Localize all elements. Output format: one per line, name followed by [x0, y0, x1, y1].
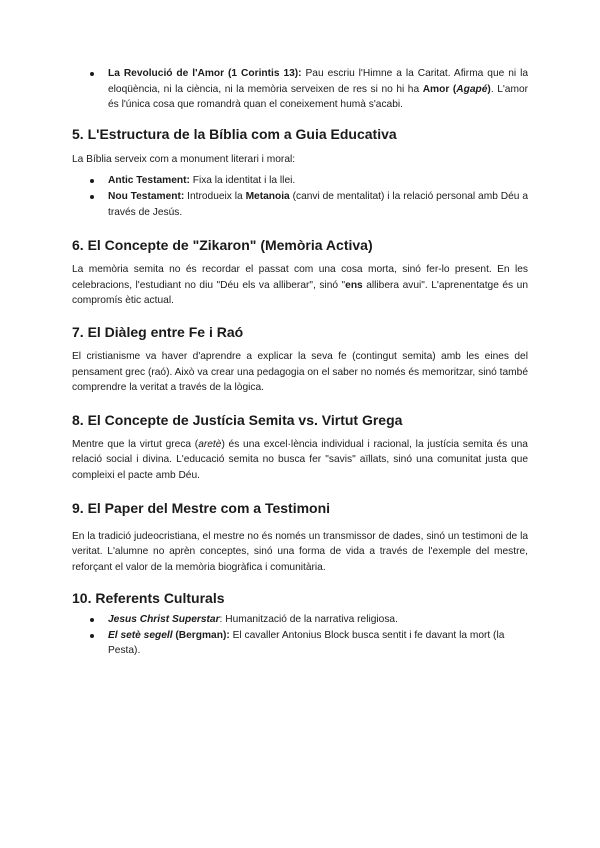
section-7-heading: 7. El Diàleg entre Fe i Raó: [72, 323, 244, 340]
paragraph-text: allibera avui". L'aprenentatge és un compromís ètic actual.: [72, 279, 528, 307]
paragraph-text: La memòria semita no és recordar el passat com una cosa morta, sinó fer-lo present. En les celebracions, l'estudiant no diu "Déu els va alliberar", sinó ": [72, 264, 528, 291]
colon: :: [226, 629, 230, 641]
section-7-paragraph: El cristianisme va haver d'aprendre a explicar la seva fe (contingut semita) amb les eines del pensament grec (raó). Això va crear una pedagogia on el saber no només és memoritzar, sinó també comprendre la veritat a través de la lògica.: [72, 350, 528, 394]
paragraph-text: Mentre que la virtut greca (: [72, 438, 199, 450]
bullet-list-referents: [72, 612, 528, 659]
section-9-heading: 9. El Paper del Mestre com a Testimoni: [72, 499, 331, 516]
item-label: Antic Testament:: [108, 175, 190, 187]
metanoia-term: Metanoia: [245, 190, 290, 202]
item-text: Introdueix la: [184, 190, 246, 202]
section-9-paragraph: En la tradició judeocristiana, el mestre no és només un transmissor de dades, sinó un testimoni de la veritat. L'alumne no aprèn conceptes, sinó una forma de vida a través de l'exemple del mestre, reforçant el valor de la memòria biogràfica i comunitària.: [72, 530, 528, 573]
item-text: : Humanització de la narrativa religiosa.: [219, 614, 398, 626]
ens-term: ens: [345, 279, 363, 291]
list-item-nou: [72, 189, 528, 220]
section-8-heading: 8. El Concepte de Justícia Semita vs. Virtut Grega: [72, 411, 403, 428]
section-5-heading: 5. L'Estructura de la Bíblia com a Guia Educativa: [72, 125, 397, 142]
agape-term: Agapé: [456, 83, 488, 95]
paragraph-text: ) és una excel·lència individual i racional, la justícia semita és una relació social i divina. L'educació semita no busca fer "savis" aïllats, sinó una comunitat justa que compleixi el pacte amb Déu.: [72, 438, 528, 481]
item-label: La Revolució de l'Amor (1 Corintis 13):: [108, 68, 302, 79]
paren: (: [449, 83, 457, 95]
item-label: Nou Testament:: [108, 190, 185, 202]
section-6-paragraph: [72, 262, 528, 309]
section-10-heading: 10. Referents Culturals: [72, 590, 225, 607]
section-8-paragraph: [72, 437, 528, 484]
list-item-jesus-christ-superstar: [72, 612, 528, 628]
section-6-heading: 6. El Concepte de "Zikaron" (Memòria Activa): [72, 237, 373, 254]
film-title: El setè segell: [108, 629, 173, 641]
paren: ): [487, 83, 491, 95]
item-text: . L'amor és l'única cosa que romandrà quan el coneixement humà s'acabi.: [108, 83, 529, 111]
film-title: Jesus Christ Superstar: [108, 614, 220, 626]
item-text: Pau escriu l'Himne a la Caritat. Afirma que ni la eloqüència, ni la ciència, ni la memòria serveixen de res si no hi ha: [108, 68, 528, 95]
amor-term: Amor: [422, 83, 450, 95]
director-name: (Bergman): [172, 629, 227, 641]
item-text: (canvi de mentalitat) i la relació personal amb Déu a través de Jesús.: [108, 190, 528, 218]
arete-term: aretè: [198, 438, 222, 450]
list-item-el-sete-segell: [72, 628, 528, 659]
list-item-revolucio: [72, 66, 528, 113]
bullet-list-testaments: [72, 173, 528, 220]
list-item-antic: [72, 173, 528, 189]
item-text: El cavaller Antonius Block busca sentit i fe davant la mort (la Pesta).: [108, 629, 505, 657]
section-5-intro: La Bíblia serveix com a monument literari i moral:: [72, 153, 296, 165]
item-text: Fixa la identitat i la llei.: [189, 175, 296, 187]
bullet-list-revolucio: [72, 66, 528, 113]
